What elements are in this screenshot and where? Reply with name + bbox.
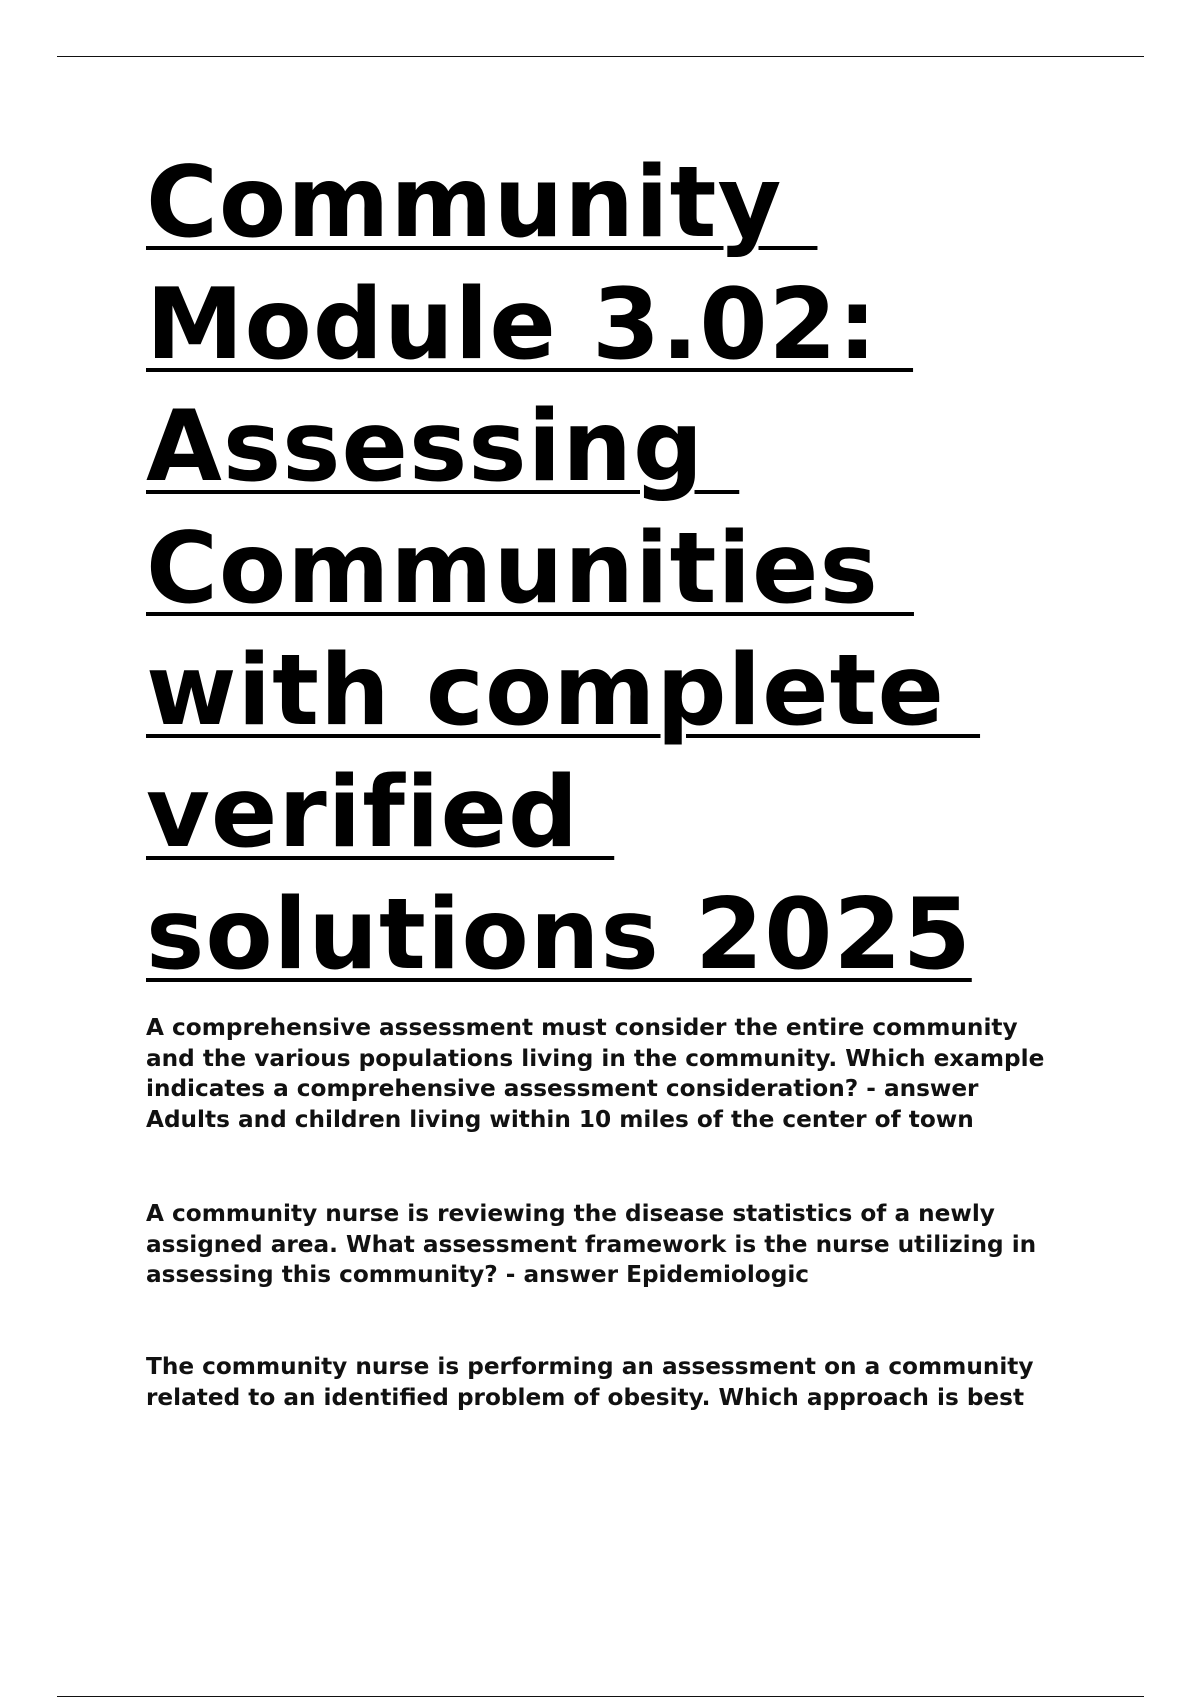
title-line: verified: [146, 756, 615, 870]
title-line: Module 3.02:: [146, 268, 914, 382]
qa-line: The community nurse is performing an assessment on a community: [146, 1353, 1034, 1380]
qa-line: assigned area. What assessment framework is the nurse utilizing in: [146, 1230, 1037, 1258]
qa-line: assessing this community? - answer Epidemiologic: [146, 1261, 810, 1288]
title-line: solutions 2025: [146, 878, 972, 992]
bottom-rule: [57, 1696, 1144, 1697]
top-rule: [57, 56, 1144, 57]
qa-line: related to an identified problem of obesity. Which approach is best: [146, 1383, 1025, 1411]
qa-line: indicates a comprehensive assessment consideration? - answer: [146, 1075, 979, 1102]
qa-line: and the various populations living in the community. Which example: [146, 1044, 1045, 1072]
question-answer-1: [146, 1013, 1106, 1135]
qa-line: Adults and children living within 10 miles of the center of town: [146, 1105, 974, 1133]
title-line: Community: [146, 146, 818, 260]
title-line: with complete: [146, 634, 981, 748]
title-line: Assessing: [146, 390, 740, 504]
title-line: Communities: [146, 512, 914, 626]
document-title: [146, 142, 1146, 996]
qa-line: A comprehensive assessment must consider the entire community: [146, 1014, 1018, 1041]
question-answer-3: [146, 1352, 1106, 1413]
question-answer-2: [146, 1199, 1106, 1291]
qa-line: A community nurse is reviewing the disease statistics of a newly: [146, 1200, 995, 1227]
